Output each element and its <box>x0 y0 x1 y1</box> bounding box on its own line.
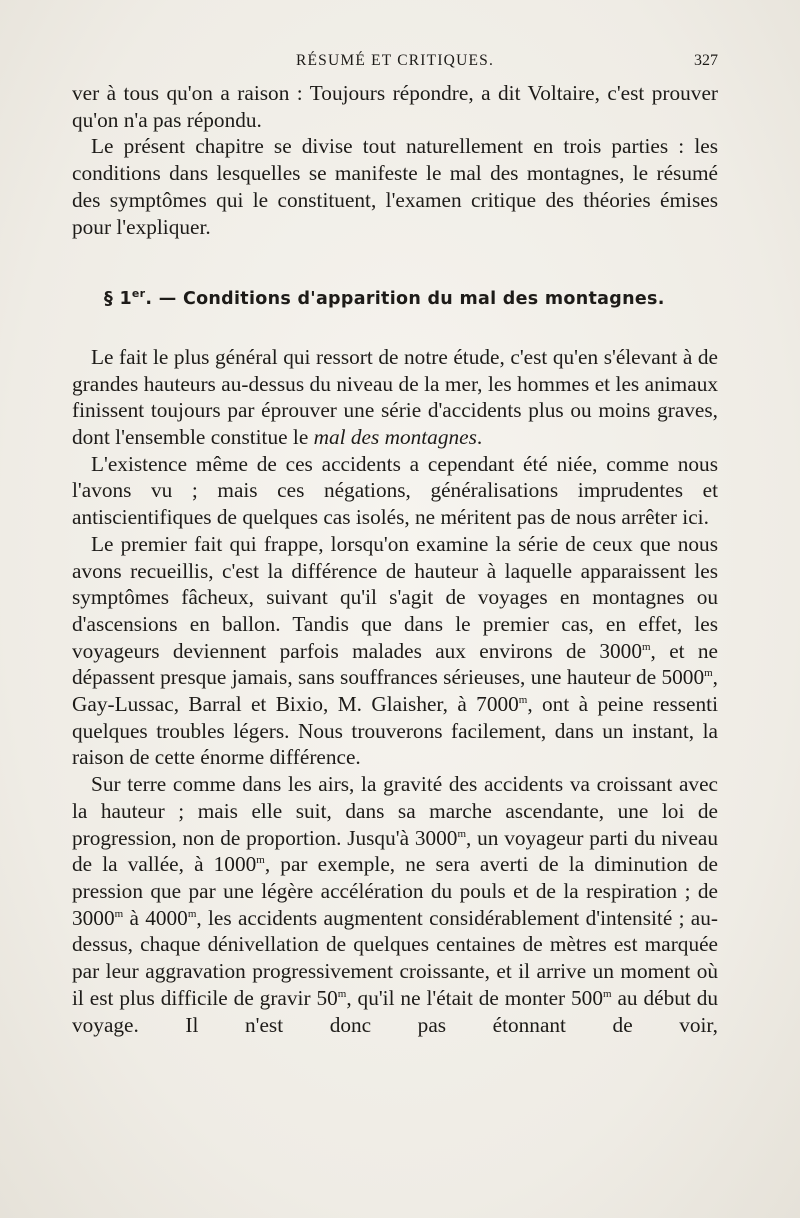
paragraph-continuation: ver à tous qu'on a raison : Toujours répondre, a dit Voltaire, c'est prouver qu'on n'a pas répondu. <box>72 81 718 132</box>
page-header <box>72 50 718 74</box>
section-ordinal-suffix: er <box>131 287 146 301</box>
paragraph-existence-denied: L'existence même de ces accidents a cependant été niée, comme nous l'avons vu ; mais ces négations, généralisations imprudentes et antiscientifiques de quelques cas isolés, ne méritent pas de nous arrêter ici. <box>72 451 718 530</box>
paragraph-height-difference: Le premier fait qui frappe, lorsqu'on examine la série de ceux que nous avons recueillis, c'est la différence de hauteur à laquelle apparaissent les symptômes fâcheux, suivant qu'il s'agit de voyages en montagnes ou d'ascensions en ballon. Tandis que dans le premier cas, en effet, les voyageurs deviennent parfois malades aux environs de 3000$^m$, et ne dépassent presque jamais, sans souffrances sérieuses, une hauteur de 5000$^m$, Gay-Lussac, Barral et Bixio, M. Glaisher, à 7000$^m$, ont à peine ressenti quelques troubles légers. Nous trouverons facilement, dans un instant, la raison de cette énorme différence. <box>72 531 719 770</box>
body-text <box>72 80 718 1038</box>
page-number: 327 <box>694 52 718 69</box>
section-heading <box>72 286 718 313</box>
italic-term: mal des montagnes <box>313 425 477 450</box>
paragraph-general-fact: Le fait le plus général qui ressort de notre étude, c'est qu'en s'élevant à de grandes hauteurs au-dessus du niveau de la mer, les hommes et les animaux finissent toujours par éprouver une série d'accidents plus ou moins graves, dont l'ensemble constitue le mal des montagnes. <box>72 344 718 450</box>
paragraph-chapter-outline: Le présent chapitre se divise tout naturellement en trois parties : les conditions dans lesquelles se manifeste le mal des montagnes, le résumé des symptômes qui le constituent, l'examen critique des théories émises pour l'expliquer. <box>72 134 718 239</box>
section-sign: § 1 <box>104 289 132 310</box>
spacer <box>72 240 718 286</box>
paragraph-progression-law: Sur terre comme dans les airs, la gravité des accidents va croissant avec la hauteur ; mais elle suit, dans sa marche ascendante, une loi de progression, non de proportion. Jusqu'à 3000$^m$, un voyageur parti du niveau de la vallée, à 1000$^m$, par exemple, ne sera averti de la diminution de pression que par une légère accélération du pouls et de la respiration ; de 3000$^m$ à 4000$^m$, les accidents augmentent considérablement d'intensité ; au-dessus, chaque dénivellation de quelques centaines de mètres est marquée par leur aggravation progressivement croissante, et il arrive un moment où il est plus difficile de gravir 50$^m$, qu'il ne l'était de monter 500$^m$ au début du voyage. Il n'est donc pas étonnant de voir, <box>72 772 719 1037</box>
section-title: . — Conditions d'apparition du mal des montagnes. <box>145 289 665 310</box>
spacer <box>72 313 718 344</box>
running-head: RÉSUMÉ ET CRITIQUES. <box>295 52 495 69</box>
